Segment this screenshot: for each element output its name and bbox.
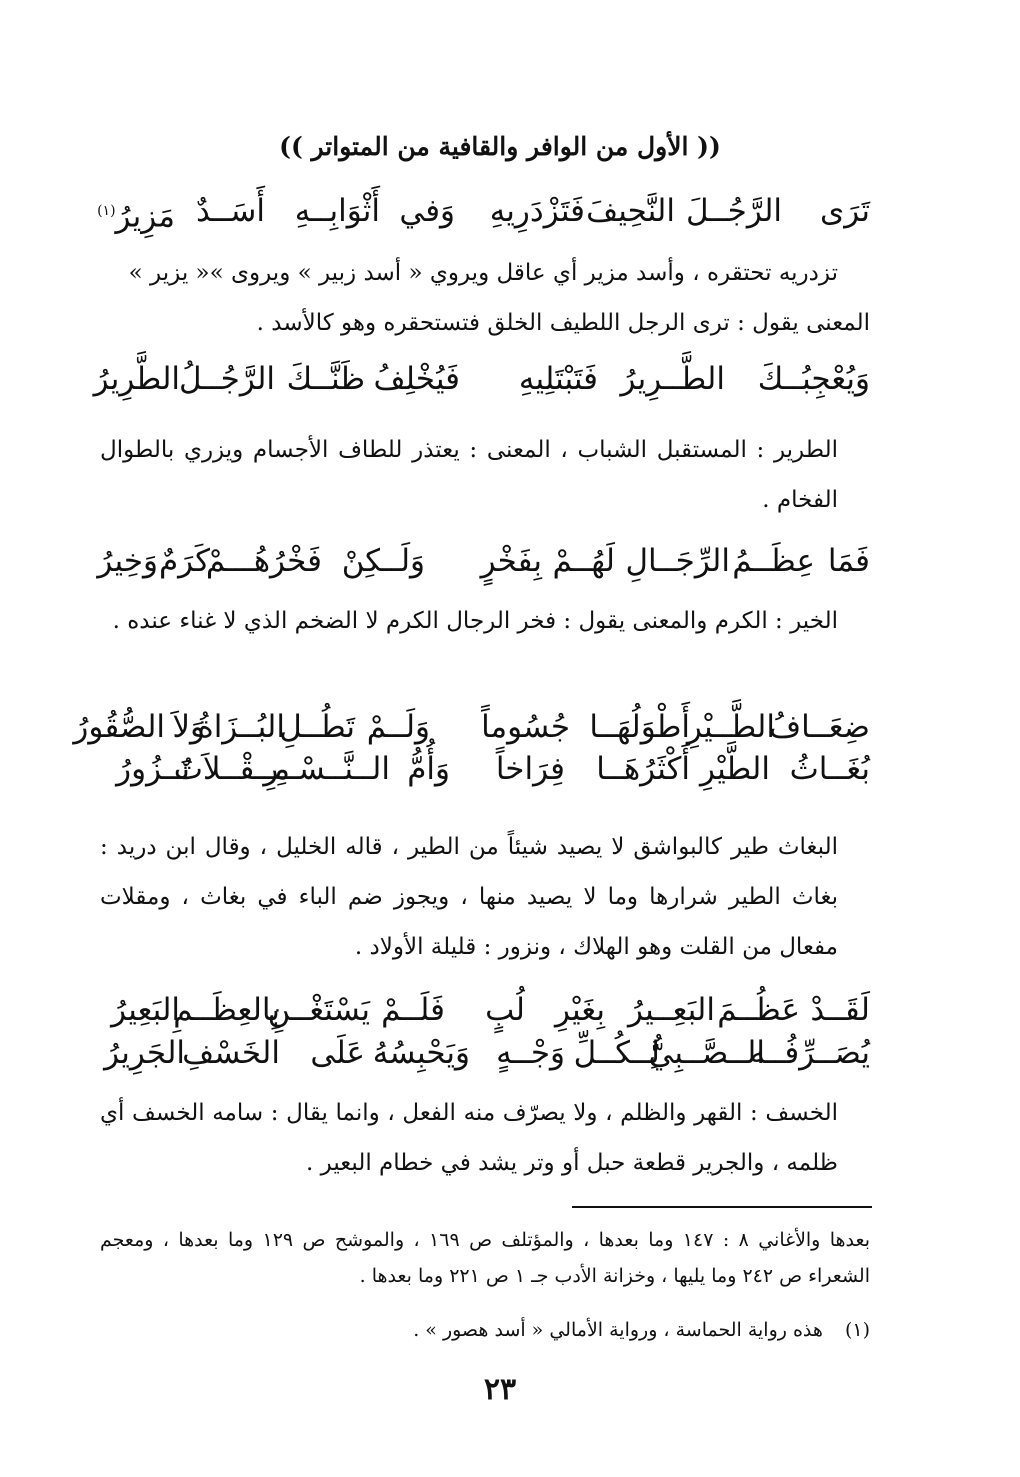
verse-word: الخَسْفِ	[182, 1035, 280, 1071]
verse-word: البَعِيرُ	[111, 992, 180, 1028]
verse-word: أَطْوَلُهَــا	[589, 709, 690, 745]
verse-word: بُغَــاثُ	[789, 751, 870, 787]
page-number: ٢٣	[483, 1372, 517, 1407]
verse-word: عِظَــمُ	[732, 543, 815, 579]
commentary-paragraph: تزدريه تحتقره ، وأسد مزير أي عاقل ويروي « أسد زبير » ويروى »« يزير » المعنى يقول : ترى الرجل اللطيف الخلق فتستحقره وهو كالأسد .	[128, 260, 870, 336]
verse-word: الــنَّــسْــرِ	[263, 751, 390, 787]
verse-word: البَعِــيرُ	[628, 992, 715, 1028]
verse-word: فَلَــمْ	[381, 992, 445, 1028]
poem-heading: (( الأول من الوافر والقافية من المتواتر ))	[279, 132, 721, 161]
verse-word: بِالعِظَــمِ	[173, 992, 280, 1028]
verse-word: لَهُــمْ	[552, 543, 615, 579]
commentary-paragraph: الخير : الكرم والمعنى يقول : فخر الرجال الكرم لا الضخم الذي لا غناء عنده .	[112, 608, 838, 634]
verse-word: وَخِيرُ	[97, 543, 158, 579]
verse-word: الصُّقُورُ	[73, 709, 165, 745]
verse-word: فَتَبْتَلِيهِ	[518, 361, 598, 397]
verse-word: الطَّــرِيرُ	[620, 361, 725, 397]
verse-word: مِــقْــلاَتٌ	[173, 751, 290, 787]
verse-word: الطَّيْرِ	[700, 751, 770, 787]
verse-word: أَكْثَرُهَــا	[596, 751, 690, 787]
verse-word: وَجْــهٍ	[496, 1035, 565, 1071]
verse-word: الطَّرِيرُ	[93, 361, 180, 397]
verse-word: عَظُــمَ	[717, 992, 800, 1028]
verse-word: الرِّجَــالِ	[625, 543, 730, 579]
verse-word: عَلَى	[310, 1035, 365, 1071]
verse-word: لِــكُــلِّ	[573, 1035, 660, 1071]
verse-word: وَلَــكِنْ	[341, 543, 425, 579]
verse-word: لُبٍ	[485, 992, 525, 1028]
verse-word: تَطُــلِ	[279, 709, 355, 745]
verse-word: وَيَحْبِسُهُ	[372, 1035, 470, 1071]
commentary-paragraph: البغاث طير كالبواشق لا يصيد شيئاً من الطير ، قاله الخليل ، وقال ابن دريد : بغاث الطير شرارها وما لا يصيد منها ، ويجوز ضم الباء في بغاث ، ومقلات مفعال من القلت وهو الهلاك ، ونزور : قليلة الأولاد .	[100, 834, 838, 960]
verse-word: وَفي	[399, 193, 455, 229]
verse-word: فَخْرُهُـــمْ	[205, 543, 322, 579]
footnote-divider	[572, 1206, 872, 1208]
verse-word: وَأُمُّ	[407, 751, 450, 787]
verse-word: النَّحِيفَ	[586, 193, 675, 229]
verse-word: بِفَخْرٍ	[480, 543, 542, 579]
footnote-number: (١)	[844, 1319, 870, 1341]
verse-word: الــصَّــبِيُّ	[648, 1035, 765, 1071]
verse-word: الجَرِيرُ	[104, 1035, 185, 1071]
verse-line	[100, 1030, 870, 1076]
verse-word: يُصَــرِّفُــه	[749, 1035, 870, 1071]
verse-word: نَــزُورُ	[116, 751, 190, 787]
verse-word: مَزِيرُ$^{(١)}$	[97, 198, 175, 235]
verse-line	[93, 356, 870, 402]
verse-word: ضِعَــافُ	[768, 709, 870, 745]
footnote-text: هذه رواية الحماسة ، ورواية الأمالي « أسد هصور » .	[413, 1319, 823, 1341]
verse-word: فَمَا	[827, 543, 870, 579]
verse-word: البُــزَاةُ	[197, 709, 285, 745]
footnote-marker: (١)	[97, 203, 116, 219]
verse-line	[97, 538, 870, 584]
footnote	[100, 1312, 870, 1348]
verse-line	[100, 746, 870, 792]
verse-word: فَيُخْلِفُ	[373, 361, 460, 397]
verse-word: فَتَزْدَرِيهِ	[489, 193, 585, 229]
verse-word: لَقَــدْ	[810, 992, 870, 1028]
verse-word: جُسُوماً	[481, 709, 570, 745]
verse-word: الطَّــيْرِ	[686, 709, 775, 745]
verse-word: وَلاَ	[172, 709, 205, 745]
verse-word: أَسَــدٌ	[195, 193, 265, 229]
verse-word: الرَّجُــلَ	[686, 193, 782, 229]
commentary-paragraph: الطرير : المستقبل الشباب ، المعنى : يعتذر للطاف الأجسام ويزري بالطوال الفخام .	[100, 437, 838, 513]
verse-word: تَرَى	[820, 193, 870, 229]
verse-word: كَرَمٌ	[158, 543, 210, 579]
commentary-paragraph: الخسف : القهر والظلم ، ولا يصرّف منه الفعل ، وانما يقال : سامه الخسف أي ظلمه ، والجرير قطعة حبل أو وتر يشد في خطام البعير .	[100, 1100, 838, 1176]
verse-line	[97, 188, 870, 235]
verse-word: وَيُعْجِبُــكَ	[757, 361, 870, 397]
verse-word: بِغَيْرِ	[554, 992, 605, 1028]
footnote: بعدها والأغاني ٨ : ١٤٧ وما بعدها ، والمؤتلف ص ١٦٩ ، والموشح ص ١٢٩ وما بعدها ، ومعجم الشعراء ص ٢٤٢ وما يليها ، وخزانة الأدب جـ ١ ص ٢٢١ وما بعدها .	[100, 1229, 870, 1287]
verse-word: يَسْتَغْــنِ	[267, 992, 370, 1028]
verse-word: وَلَــمْ	[366, 709, 430, 745]
verse-line	[73, 704, 870, 750]
verse-word: الرَّجُــلُ	[179, 361, 275, 397]
verse-word: ظَنَّــكَ	[286, 361, 365, 397]
verse-word: أَثْوَابِــهِ	[294, 193, 380, 229]
verse-word: فِرَاخاً	[495, 751, 565, 787]
verse-line	[100, 987, 870, 1033]
